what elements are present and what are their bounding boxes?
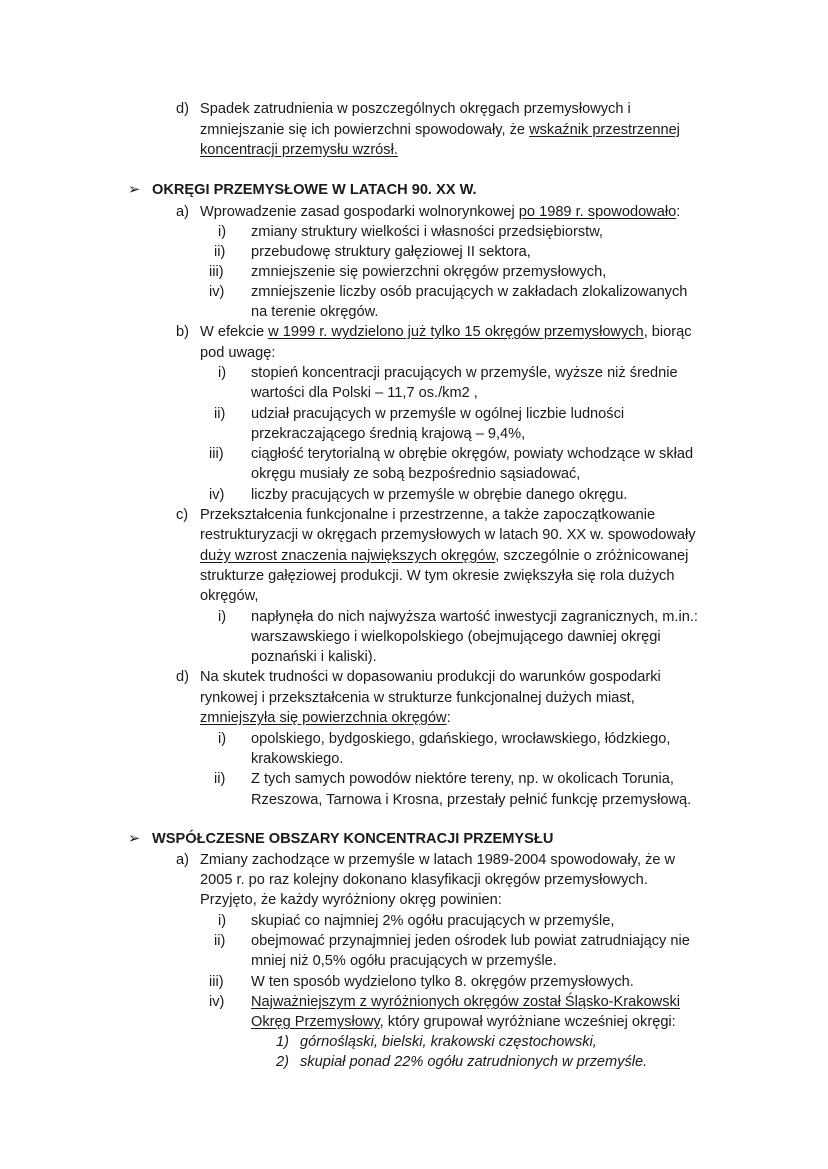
list-marker: i) xyxy=(218,913,227,929)
list-marker: ii) xyxy=(214,771,226,787)
underlined-text: zmniejszyła się powierzchnia okręgów xyxy=(200,710,447,726)
text-line: zmniejszenie liczby osób pracujących w zakładach zlokalizowanych xyxy=(251,284,688,300)
text-line: na terenie okręgów. xyxy=(251,304,379,320)
text-line xyxy=(200,708,451,728)
list-marker: a) xyxy=(176,204,189,220)
list-marker: iv) xyxy=(209,487,225,503)
text-line: Rzeszowa, Tarnowa i Krosna, przestały pełnić funkcję przemysłową. xyxy=(251,792,692,808)
text-line: liczby pracujących w przemyśle w obrębie danego okręgu. xyxy=(251,487,628,503)
intro-item-d-line3 xyxy=(200,140,398,160)
text-line: wartości dla Polski – 11,7 os./km2 , xyxy=(251,385,478,401)
list-marker: i) xyxy=(218,609,227,625)
text-line: Przekształcenia funkcjonalne i przestrzenne, a także zapoczątkowanie xyxy=(200,507,656,523)
text-line: napłynęła do nich najwyższa wartość inwestycji zagranicznych, m.in.: xyxy=(251,609,698,625)
list-marker: iii) xyxy=(209,974,224,990)
text-line: krakowskiego. xyxy=(251,751,344,767)
list-marker: iv) xyxy=(209,284,225,300)
text-line: warszawskiego i wielkopolskiego (obejmującego dawniej okręgi xyxy=(251,629,661,645)
text-line: przebudowę struktury gałęziowej II sektora, xyxy=(251,244,531,260)
text-line: W efekcie xyxy=(200,324,269,340)
list-marker: i) xyxy=(218,365,227,381)
text-line: Z tych samych powodów niektóre tereny, np. w okolicach Torunia, xyxy=(251,771,674,787)
underlined-text: wskaźnik przestrzennej xyxy=(529,122,680,138)
underlined-text: w 1999 r. wydzielono już tylko 15 okręgów przemysłowych xyxy=(268,324,644,340)
arrow-bullet-icon: ➢ xyxy=(128,182,141,198)
text-line: opolskiego, bydgoskiego, gdańskiego, wrocławskiego, łódzkiego, xyxy=(251,731,671,747)
text-line xyxy=(251,1012,676,1032)
list-marker: ii) xyxy=(214,933,226,949)
arrow-bullet-icon: ➢ xyxy=(128,831,141,847)
list-marker: b) xyxy=(176,324,189,340)
list-marker: 1) xyxy=(276,1034,289,1050)
text-line: restrukturyzacji w okręgach przemysłowych w latach 90. XX w. spowodowały xyxy=(200,527,696,543)
list-marker: ii) xyxy=(214,244,226,260)
text-line: górnośląski, bielski, krakowski częstochowski, xyxy=(300,1034,597,1050)
text-line: Spadek zatrudnienia w poszczególnych okręgach przemysłowych i xyxy=(200,101,631,117)
text-line: strukturze gałęziowej produkcji. W tym okresie zwiększyła się rola dużych xyxy=(200,568,675,584)
text-line: , który grupował wyróżniane wcześniej okręgi: xyxy=(379,1014,676,1030)
list-marker: iii) xyxy=(209,446,224,462)
text-line: zmniejszenie się powierzchni okręgów przemysłowych, xyxy=(251,264,607,280)
list-marker: iii) xyxy=(209,264,224,280)
text-line xyxy=(200,546,688,566)
text-line: skupiać co najmniej 2% ogółu pracujących w przemyśle, xyxy=(251,913,615,929)
text-line: Wprowadzenie zasad gospodarki wolnorynkowej xyxy=(200,204,519,220)
text-line: rynkowej i przekształcenia w strukturze funkcjonalnej dużych miast, xyxy=(200,690,635,706)
text-line: Przyjęto, że każdy wyróżniony okręg powinien: xyxy=(200,892,502,908)
list-marker: a) xyxy=(176,852,189,868)
underlined-text: duży wzrost znaczenia największych okręgów xyxy=(200,548,496,564)
text-line: : xyxy=(446,710,451,726)
text-line: okręgów, xyxy=(200,588,259,604)
text-line: stopień koncentracji pracujących w przemyśle, wyższe niż średnie xyxy=(251,365,678,381)
text-line: Zmiany zachodzące w przemyśle w latach 1989-2004 spowodowały, że w xyxy=(200,852,676,868)
underlined-text: Najważniejszym z wyróżnionych okręgów został Śląsko-Krakowski xyxy=(251,994,681,1010)
list-marker: c) xyxy=(176,507,189,523)
text-line: , szczególnie o zróżnicowanej xyxy=(495,548,689,564)
text-line: Na skutek trudności w dopasowaniu produkcji do warunków gospodarki xyxy=(200,669,661,685)
list-marker: iv) xyxy=(209,994,225,1010)
section-title: OKRĘGI PRZEMYSŁOWE W LATACH 90. XX W. xyxy=(152,182,477,198)
intro-item-d-line2 xyxy=(200,120,680,140)
list-marker: d) xyxy=(176,101,189,117)
text-line: zmiany struktury wielkości i własności przedsiębiorstw, xyxy=(251,224,603,240)
underlined-text: Okręg Przemysłowy xyxy=(251,1014,380,1030)
text-line: obejmować przynajmniej jeden ośrodek lub powiat zatrudniający nie xyxy=(251,933,690,949)
text-line: przekraczającego średnią krajową – 9,4%, xyxy=(251,426,526,442)
text-line: mniej niż 0,5% ogółu pracujących w przemyśle. xyxy=(251,953,557,969)
text-line: , biorąc xyxy=(643,324,692,340)
text-line: udział pracujących w przemyśle w ogólnej liczbie ludności xyxy=(251,406,625,422)
text-line: poznański i kaliski). xyxy=(251,649,377,665)
section-title: WSPÓŁCZESNE OBSZARY KONCENTRACJI PRZEMYSŁU xyxy=(152,831,554,847)
text-line: pod uwagę: xyxy=(200,345,276,361)
list-marker: ii) xyxy=(214,406,226,422)
text-line: : xyxy=(676,204,681,220)
text-line: okręgu musiały ze sobą bezpośrednio sąsiadować, xyxy=(251,466,581,482)
text-line: W ten sposób wydzielono tylko 8. okręgów przemysłowych. xyxy=(251,974,634,990)
underlined-text: po 1989 r. spowodowało xyxy=(518,204,677,220)
text-line: 2005 r. po raz kolejny dokonano klasyfikacji okręgów przemysłowych. xyxy=(200,872,648,888)
list-marker: d) xyxy=(176,669,189,685)
text-line: ciągłość terytorialną w obrębie okręgów, powiaty wchodzące w skład xyxy=(251,446,694,462)
list-marker: i) xyxy=(218,731,227,747)
text-line: zmniejszanie się ich powierzchni spowodowały, że xyxy=(200,122,530,138)
underlined-text: koncentracji przemysłu wzrósł. xyxy=(200,142,398,158)
list-marker: i) xyxy=(218,224,227,240)
text-line: skupiał ponad 22% ogółu zatrudnionych w przemyśle. xyxy=(300,1054,648,1070)
list-marker: 2) xyxy=(276,1054,289,1070)
